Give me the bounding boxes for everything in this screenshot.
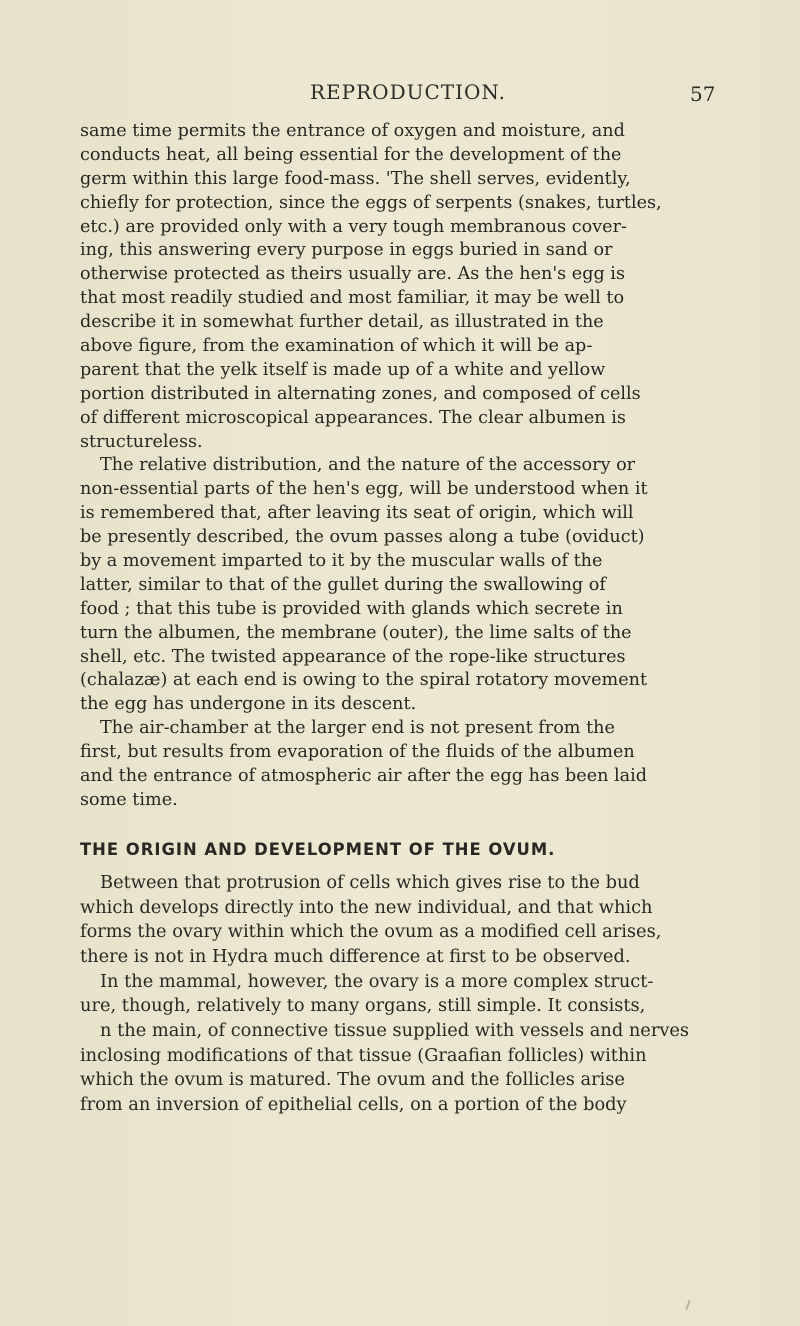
text-line: which the ovum is matured. The ovum and the follicles arise [80, 1069, 625, 1091]
text-line: and the entrance of atmospheric air after the egg has been laid [80, 766, 648, 787]
running-title: REPRODUCTION. [310, 80, 506, 104]
text-line: that most readily studied and most familiar, it may be well to [80, 288, 625, 309]
text-line: which develops directly into the new individual, and that which [80, 896, 653, 918]
text-line: first, but results from evaporation of the fluids of the albumen [80, 742, 635, 763]
text-line: n the main, of connective tissue supplied with vessels and nerves [100, 1019, 690, 1041]
text-line: be presently described, the ovum passes along a tube (oviduct) [80, 527, 645, 548]
section-body-1 [80, 120, 720, 813]
text-line: forms the ovary within which the ovum as a modified cell arises, [80, 921, 662, 943]
text-line: from an inversion of epithelial cells, on a portion of the body [80, 1094, 627, 1116]
text-line: describe it in somewhat further detail, as illustrated in the [80, 312, 604, 333]
text-line: ure, though, relatively to many organs, still simple. It consists, [80, 995, 646, 1017]
text-line: food ; that this tube is provided with glands which secrete in [80, 598, 623, 619]
text-line: same time permits the entrance of oxygen and moisture, and [80, 121, 625, 141]
text-line: shell, etc. The twisted appearance of the rope-like structures [80, 646, 626, 667]
paragraph-start-line: Between that protrusion of cells which gives rise to the bud [100, 871, 640, 893]
section-body-2 [80, 871, 720, 1118]
text-line: conducts heat, all being essential for the development of the [80, 144, 622, 165]
text-line: portion distributed in alternating zones, and composed of cells [80, 383, 641, 404]
text-line: above figure, from the examination of which it will be ap- [80, 336, 593, 357]
text-line: latter, similar to that of the gullet during the swallowing of [80, 574, 606, 595]
text-line: non-essential parts of the hen's egg, will be understood when it [80, 479, 648, 500]
page-mark [685, 1300, 690, 1310]
text-line: by a movement imparted to it by the muscular walls of the [80, 551, 603, 572]
text-line: there is not in Hydra much difference at first to be observed. [80, 945, 631, 967]
paragraph-start-line: The air-chamber at the larger end is not present from the [100, 718, 615, 739]
text-line: some time. [80, 789, 178, 810]
section-heading: THE ORIGIN AND DEVELOPMENT OF THE OVUM. [80, 839, 556, 859]
text-line: (chalazæ) at each end is owing to the spiral rotatory movement [80, 670, 648, 691]
text-line: of different microscopical appearances. The clear albumen is [80, 407, 626, 428]
page-number: 57 [690, 82, 716, 106]
running-head [0, 80, 800, 110]
text-line: chiefly for protection, since the eggs of serpents (snakes, turtles, [80, 192, 662, 213]
text-line: otherwise protected as theirs usually are. As the hen's egg is [80, 264, 625, 285]
text-line: structureless. [80, 431, 203, 452]
text-line: inclosing modifications of that tissue (Graafian follicles) within [80, 1044, 647, 1066]
paragraph-start-line: The relative distribution, and the nature of the accessory or [100, 455, 636, 476]
text-line: germ within this large food-mass. 'The shell serves, evidently, [80, 168, 631, 189]
text-line: the egg has undergone in its descent. [80, 694, 417, 715]
text-line: ing, this answering every purpose in eggs buried in sand or [80, 240, 613, 261]
text-line: turn the albumen, the membrane (outer), the lime salts of the [80, 622, 632, 643]
paragraph-start-line: In the mammal, however, the ovary is a more complex struct- [100, 970, 654, 992]
text-block [80, 120, 720, 1118]
text-line: is remembered that, after leaving its seat of origin, which will [80, 503, 634, 524]
text-line: parent that the yelk itself is made up of a white and yellow [80, 359, 606, 380]
text-line: etc.) are provided only with a very tough membranous cover- [80, 216, 627, 237]
